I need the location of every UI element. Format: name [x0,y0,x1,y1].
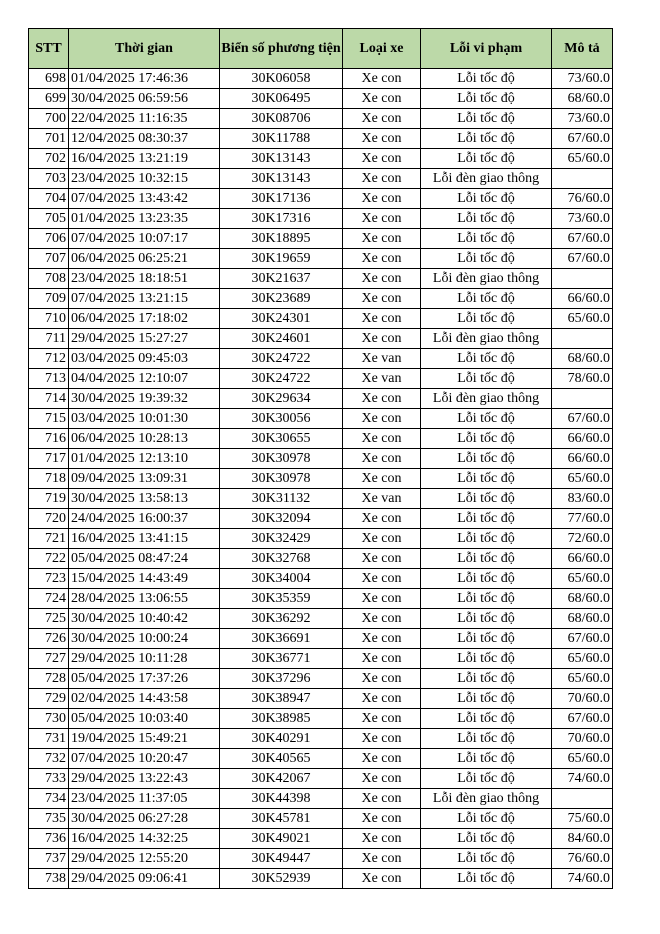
cell-stt: 703 [29,169,69,189]
cell-vehicle-type: Xe con [343,269,421,289]
cell-plate: 30K24722 [220,369,343,389]
cell-time: 06/04/2025 06:25:21 [69,249,220,269]
cell-stt: 712 [29,349,69,369]
cell-time: 30/04/2025 10:40:42 [69,609,220,629]
cell-violation: Lỗi tốc độ [421,829,552,849]
cell-plate: 30K17136 [220,189,343,209]
table-row [29,789,613,809]
cell-time: 30/04/2025 06:59:56 [69,89,220,109]
cell-time: 03/04/2025 10:01:30 [69,409,220,429]
cell-description: 67/60.0 [552,229,613,249]
cell-violation: Lỗi tốc độ [421,209,552,229]
cell-plate: 30K18895 [220,229,343,249]
cell-stt: 732 [29,749,69,769]
table-row [29,649,613,669]
table-row [29,729,613,749]
cell-vehicle-type: Xe con [343,729,421,749]
cell-vehicle-type: Xe con [343,469,421,489]
cell-stt: 733 [29,769,69,789]
table-row [29,69,613,89]
cell-plate: 30K29634 [220,389,343,409]
cell-violation: Lỗi tốc độ [421,529,552,549]
cell-violation: Lỗi tốc độ [421,69,552,89]
table-row [29,309,613,329]
table-row [29,89,613,109]
cell-violation: Lỗi đèn giao thông [421,329,552,349]
table-row [29,829,613,849]
cell-description: 73/60.0 [552,109,613,129]
table-row [29,569,613,589]
cell-description: 70/60.0 [552,729,613,749]
cell-stt: 723 [29,569,69,589]
cell-time: 16/04/2025 13:21:19 [69,149,220,169]
cell-violation: Lỗi tốc độ [421,189,552,209]
cell-time: 30/04/2025 06:27:28 [69,809,220,829]
cell-description: 83/60.0 [552,489,613,509]
cell-violation: Lỗi tốc độ [421,409,552,429]
table-row [29,389,613,409]
cell-plate: 30K19659 [220,249,343,269]
cell-plate: 30K30978 [220,449,343,469]
violation-table [28,28,613,889]
table-row [29,589,613,609]
cell-violation: Lỗi tốc độ [421,649,552,669]
cell-violation: Lỗi tốc độ [421,709,552,729]
cell-plate: 30K49447 [220,849,343,869]
cell-description: 72/60.0 [552,529,613,549]
cell-stt: 707 [29,249,69,269]
cell-plate: 30K52939 [220,869,343,889]
cell-stt: 700 [29,109,69,129]
cell-stt: 708 [29,269,69,289]
table-row [29,769,613,789]
cell-violation: Lỗi tốc độ [421,869,552,889]
table-row [29,189,613,209]
cell-vehicle-type: Xe con [343,829,421,849]
table-row [29,269,613,289]
header-time: Thời gian [69,29,220,69]
cell-stt: 722 [29,549,69,569]
cell-vehicle-type: Xe con [343,389,421,409]
cell-vehicle-type: Xe con [343,789,421,809]
cell-time: 06/04/2025 17:18:02 [69,309,220,329]
cell-time: 05/04/2025 17:37:26 [69,669,220,689]
cell-description [552,789,613,809]
cell-stt: 716 [29,429,69,449]
table-row [29,169,613,189]
cell-description: 65/60.0 [552,309,613,329]
table-row [29,549,613,569]
cell-description: 75/60.0 [552,809,613,829]
cell-description: 66/60.0 [552,289,613,309]
cell-violation: Lỗi tốc độ [421,669,552,689]
cell-stt: 702 [29,149,69,169]
cell-time: 05/04/2025 10:03:40 [69,709,220,729]
cell-stt: 729 [29,689,69,709]
header-description: Mô tả [552,29,613,69]
cell-time: 15/04/2025 14:43:49 [69,569,220,589]
table-row [29,429,613,449]
table-row [29,129,613,149]
cell-violation: Lỗi tốc độ [421,249,552,269]
cell-violation: Lỗi tốc độ [421,809,552,829]
cell-violation: Lỗi tốc độ [421,89,552,109]
cell-vehicle-type: Xe con [343,189,421,209]
cell-vehicle-type: Xe con [343,609,421,629]
cell-plate: 30K30056 [220,409,343,429]
header-row [29,29,613,69]
cell-stt: 730 [29,709,69,729]
cell-description: 67/60.0 [552,249,613,269]
cell-violation: Lỗi tốc độ [421,549,552,569]
header-vehicle-type: Loại xe [343,29,421,69]
cell-violation: Lỗi tốc độ [421,749,552,769]
cell-vehicle-type: Xe con [343,149,421,169]
cell-plate: 30K21637 [220,269,343,289]
cell-stt: 734 [29,789,69,809]
cell-time: 23/04/2025 18:18:51 [69,269,220,289]
header-plate: Biển số phương tiện [220,29,343,69]
cell-time: 19/04/2025 15:49:21 [69,729,220,749]
table-row [29,749,613,769]
table-row [29,849,613,869]
cell-time: 01/04/2025 13:23:35 [69,209,220,229]
cell-description: 67/60.0 [552,409,613,429]
cell-plate: 30K32094 [220,509,343,529]
cell-vehicle-type: Xe con [343,709,421,729]
cell-violation: Lỗi tốc độ [421,109,552,129]
cell-violation: Lỗi tốc độ [421,349,552,369]
cell-time: 29/04/2025 09:06:41 [69,869,220,889]
table-row [29,509,613,529]
cell-time: 07/04/2025 10:07:17 [69,229,220,249]
cell-violation: Lỗi tốc độ [421,449,552,469]
cell-vehicle-type: Xe con [343,769,421,789]
cell-stt: 714 [29,389,69,409]
cell-description: 68/60.0 [552,589,613,609]
cell-stt: 704 [29,189,69,209]
cell-vehicle-type: Xe con [343,409,421,429]
table-row [29,289,613,309]
cell-violation: Lỗi tốc độ [421,289,552,309]
cell-description: 65/60.0 [552,149,613,169]
cell-description: 66/60.0 [552,549,613,569]
table-row [29,669,613,689]
cell-description [552,269,613,289]
cell-description: 68/60.0 [552,349,613,369]
cell-description: 67/60.0 [552,629,613,649]
cell-vehicle-type: Xe van [343,369,421,389]
cell-description: 65/60.0 [552,569,613,589]
cell-plate: 30K08706 [220,109,343,129]
cell-plate: 30K40565 [220,749,343,769]
cell-plate: 30K13143 [220,149,343,169]
cell-violation: Lỗi tốc độ [421,569,552,589]
cell-description [552,389,613,409]
cell-plate: 30K44398 [220,789,343,809]
cell-time: 07/04/2025 13:21:15 [69,289,220,309]
cell-stt: 724 [29,589,69,609]
cell-plate: 30K32429 [220,529,343,549]
cell-stt: 699 [29,89,69,109]
cell-description: 73/60.0 [552,209,613,229]
cell-stt: 736 [29,829,69,849]
cell-violation: Lỗi tốc độ [421,509,552,529]
cell-stt: 725 [29,609,69,629]
cell-plate: 30K35359 [220,589,343,609]
cell-description: 76/60.0 [552,189,613,209]
cell-description [552,169,613,189]
cell-description: 84/60.0 [552,829,613,849]
cell-vehicle-type: Xe con [343,849,421,869]
cell-stt: 701 [29,129,69,149]
cell-stt: 719 [29,489,69,509]
cell-violation: Lỗi tốc độ [421,129,552,149]
cell-vehicle-type: Xe con [343,169,421,189]
cell-vehicle-type: Xe con [343,429,421,449]
cell-stt: 706 [29,229,69,249]
table-row [29,629,613,649]
cell-plate: 30K42067 [220,769,343,789]
cell-time: 01/04/2025 17:46:36 [69,69,220,89]
cell-time: 30/04/2025 10:00:24 [69,629,220,649]
cell-stt: 705 [29,209,69,229]
cell-violation: Lỗi tốc độ [421,429,552,449]
cell-vehicle-type: Xe con [343,869,421,889]
cell-time: 23/04/2025 10:32:15 [69,169,220,189]
cell-vehicle-type: Xe con [343,669,421,689]
cell-time: 29/04/2025 15:27:27 [69,329,220,349]
cell-stt: 709 [29,289,69,309]
cell-plate: 30K38947 [220,689,343,709]
table-row [29,809,613,829]
cell-description [552,329,613,349]
cell-plate: 30K32768 [220,549,343,569]
cell-stt: 727 [29,649,69,669]
cell-plate: 30K36292 [220,609,343,629]
cell-violation: Lỗi tốc độ [421,729,552,749]
cell-stt: 726 [29,629,69,649]
table-row [29,369,613,389]
cell-vehicle-type: Xe con [343,809,421,829]
cell-vehicle-type: Xe con [343,569,421,589]
cell-time: 29/04/2025 12:55:20 [69,849,220,869]
table-row [29,529,613,549]
cell-plate: 30K31132 [220,489,343,509]
cell-plate: 30K17316 [220,209,343,229]
cell-time: 04/04/2025 12:10:07 [69,369,220,389]
cell-vehicle-type: Xe con [343,649,421,669]
cell-plate: 30K37296 [220,669,343,689]
cell-stt: 721 [29,529,69,549]
cell-stt: 711 [29,329,69,349]
cell-vehicle-type: Xe con [343,109,421,129]
cell-vehicle-type: Xe con [343,449,421,469]
cell-time: 16/04/2025 13:41:15 [69,529,220,549]
cell-plate: 30K30655 [220,429,343,449]
cell-violation: Lỗi đèn giao thông [421,269,552,289]
cell-plate: 30K23689 [220,289,343,309]
cell-time: 30/04/2025 19:39:32 [69,389,220,409]
cell-description: 76/60.0 [552,849,613,869]
cell-stt: 737 [29,849,69,869]
cell-description: 65/60.0 [552,469,613,489]
cell-vehicle-type: Xe con [343,249,421,269]
table-row [29,469,613,489]
table-row [29,869,613,889]
cell-vehicle-type: Xe con [343,509,421,529]
cell-stt: 718 [29,469,69,489]
cell-time: 09/04/2025 13:09:31 [69,469,220,489]
cell-time: 23/04/2025 11:37:05 [69,789,220,809]
cell-violation: Lỗi tốc độ [421,609,552,629]
cell-time: 22/04/2025 11:16:35 [69,109,220,129]
cell-plate: 30K30978 [220,469,343,489]
cell-violation: Lỗi tốc độ [421,489,552,509]
cell-description: 65/60.0 [552,669,613,689]
cell-vehicle-type: Xe con [343,629,421,649]
cell-plate: 30K11788 [220,129,343,149]
cell-vehicle-type: Xe con [343,209,421,229]
cell-plate: 30K38985 [220,709,343,729]
cell-description: 67/60.0 [552,129,613,149]
cell-time: 24/04/2025 16:00:37 [69,509,220,529]
cell-stt: 731 [29,729,69,749]
cell-vehicle-type: Xe van [343,489,421,509]
cell-violation: Lỗi tốc độ [421,589,552,609]
cell-time: 07/04/2025 13:43:42 [69,189,220,209]
cell-plate: 30K24722 [220,349,343,369]
table-row [29,109,613,129]
cell-description: 73/60.0 [552,69,613,89]
cell-plate: 30K34004 [220,569,343,589]
cell-time: 02/04/2025 14:43:58 [69,689,220,709]
cell-plate: 30K24601 [220,329,343,349]
cell-time: 28/04/2025 13:06:55 [69,589,220,609]
cell-vehicle-type: Xe con [343,229,421,249]
cell-plate: 30K45781 [220,809,343,829]
cell-time: 12/04/2025 08:30:37 [69,129,220,149]
cell-time: 30/04/2025 13:58:13 [69,489,220,509]
cell-vehicle-type: Xe con [343,689,421,709]
cell-violation: Lỗi tốc độ [421,689,552,709]
table-body [29,69,613,889]
cell-time: 16/04/2025 14:32:25 [69,829,220,849]
cell-violation: Lỗi đèn giao thông [421,389,552,409]
cell-vehicle-type: Xe con [343,329,421,349]
header-stt: STT [29,29,69,69]
cell-violation: Lỗi đèn giao thông [421,789,552,809]
cell-violation: Lỗi tốc độ [421,469,552,489]
cell-description: 65/60.0 [552,649,613,669]
cell-time: 07/04/2025 10:20:47 [69,749,220,769]
cell-vehicle-type: Xe con [343,529,421,549]
cell-description: 66/60.0 [552,429,613,449]
cell-plate: 30K24301 [220,309,343,329]
cell-time: 03/04/2025 09:45:03 [69,349,220,369]
cell-time: 01/04/2025 12:13:10 [69,449,220,469]
table-row [29,149,613,169]
cell-description: 78/60.0 [552,369,613,389]
cell-plate: 30K13143 [220,169,343,189]
cell-violation: Lỗi đèn giao thông [421,169,552,189]
cell-description: 74/60.0 [552,769,613,789]
cell-time: 29/04/2025 13:22:43 [69,769,220,789]
cell-vehicle-type: Xe con [343,589,421,609]
cell-description: 67/60.0 [552,709,613,729]
cell-vehicle-type: Xe con [343,69,421,89]
cell-plate: 30K49021 [220,829,343,849]
cell-violation: Lỗi tốc độ [421,309,552,329]
cell-violation: Lỗi tốc độ [421,629,552,649]
cell-plate: 30K36691 [220,629,343,649]
table-row [29,489,613,509]
cell-violation: Lỗi tốc độ [421,769,552,789]
cell-stt: 720 [29,509,69,529]
table-row [29,609,613,629]
cell-time: 06/04/2025 10:28:13 [69,429,220,449]
cell-stt: 717 [29,449,69,469]
cell-time: 05/04/2025 08:47:24 [69,549,220,569]
cell-description: 68/60.0 [552,89,613,109]
cell-description: 68/60.0 [552,609,613,629]
cell-plate: 30K36771 [220,649,343,669]
table-row [29,709,613,729]
cell-description: 65/60.0 [552,749,613,769]
cell-plate: 30K06495 [220,89,343,109]
cell-violation: Lỗi tốc độ [421,149,552,169]
cell-plate: 30K06058 [220,69,343,89]
cell-plate: 30K40291 [220,729,343,749]
cell-stt: 728 [29,669,69,689]
table-row [29,249,613,269]
table-row [29,329,613,349]
cell-vehicle-type: Xe con [343,309,421,329]
cell-vehicle-type: Xe con [343,89,421,109]
cell-vehicle-type: Xe con [343,549,421,569]
cell-vehicle-type: Xe con [343,129,421,149]
cell-stt: 715 [29,409,69,429]
table-row [29,449,613,469]
cell-description: 66/60.0 [552,449,613,469]
cell-description: 77/60.0 [552,509,613,529]
cell-violation: Lỗi tốc độ [421,369,552,389]
cell-stt: 710 [29,309,69,329]
cell-description: 70/60.0 [552,689,613,709]
cell-stt: 698 [29,69,69,89]
cell-stt: 738 [29,869,69,889]
cell-violation: Lỗi tốc độ [421,849,552,869]
table-row [29,209,613,229]
cell-stt: 713 [29,369,69,389]
cell-stt: 735 [29,809,69,829]
table-row [29,689,613,709]
cell-vehicle-type: Xe van [343,349,421,369]
header-violation: Lỗi vi phạm [421,29,552,69]
violation-sheet [28,28,613,889]
table-row [29,229,613,249]
cell-description: 74/60.0 [552,869,613,889]
table-row [29,349,613,369]
cell-time: 29/04/2025 10:11:28 [69,649,220,669]
cell-vehicle-type: Xe con [343,289,421,309]
cell-violation: Lỗi tốc độ [421,229,552,249]
table-row [29,409,613,429]
cell-vehicle-type: Xe con [343,749,421,769]
